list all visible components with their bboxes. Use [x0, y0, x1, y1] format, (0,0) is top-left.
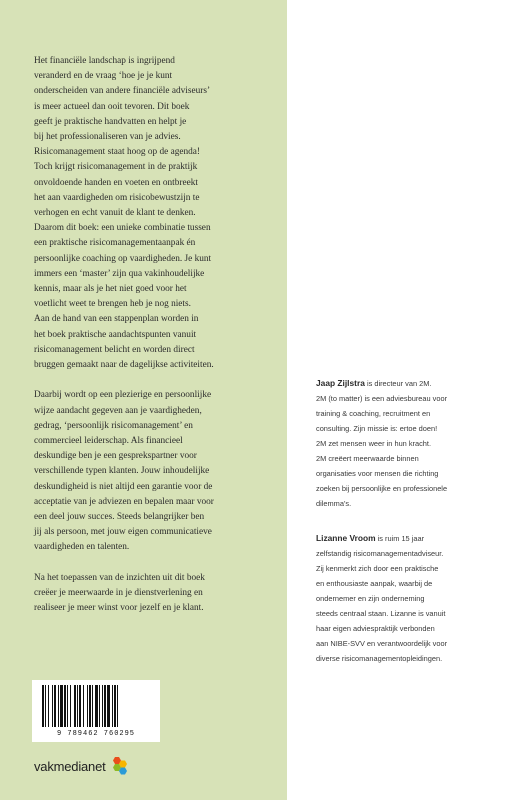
barcode-bar — [114, 685, 116, 727]
barcode-bar — [67, 685, 68, 727]
barcode-bar — [45, 685, 46, 727]
isbn-number: 9 789462 760295 — [56, 730, 135, 738]
barcode-bar — [112, 685, 113, 727]
blurb-paragraph-2: Risicomanagement staat hoog op de agenda! Toch krijgt risicomanagement in de praktijk onvoldoende handen en voeten en ontbreekt het aan vaardigheden om risicobewustzijn te verhogen en echt vanuit de klant te denken. — [34, 147, 201, 219]
author-name: Jaap Zijlstra — [316, 378, 365, 388]
blurb-paragraph-1: Het financiële landschap is ingrijpend veranderd en de vraag ‘hoe je je kunt onderscheiden van andere financiële adviseurs’ is meer actueel dan ooit tevoren. Dit boek geeft je praktische handvatten en helpt je bij het professionaliseren van je advies. — [34, 56, 211, 143]
barcode-bar — [60, 685, 63, 727]
barcode-bar — [102, 685, 103, 727]
barcode-bar — [64, 685, 66, 727]
barcode-bar — [89, 685, 91, 727]
blurb-paragraph-6: Na het toepassen van de inzichten uit dit boek creëer je meerwaarde in je dienstverlening en realiseer je meer winst voor jezelf en je klant. — [34, 572, 205, 614]
barcode-bar — [70, 685, 71, 727]
barcode-bar — [87, 685, 88, 727]
publisher-name: vakmedianet — [34, 758, 106, 774]
blurb-paragraph-3: Daarom dit boek: een unieke combinatie tussen een praktische risicomanagementaanpak én persoonlijke coaching op vaardigheden. Je kunt immers een ‘master’ zijn qua vakinhoudelijke kennis, maar als je het niet goed voor het voetlicht weet te brengen heb je nog niets. — [34, 223, 212, 310]
barcode-bar — [74, 685, 76, 727]
barcode-bar — [95, 685, 98, 727]
blurb-paragraph-5: Daarbij wordt op een plezierige en persoonlijke wijze aandacht gegeven aan je vaardigheden, gedrag, ‘persoonlijk risicomanagement’ en commercieel leiderschap. Als financieel deskundige ben je een gesprekspartner voor verschillende typen klanten. Jouw inhoudelijke deskundigheid is niet altijd een garantie voor de acceptatie van je adviezen en bepalen maar voor een deel jouw succes. Steeds belangrijker ben jij als persoon, met jouw eigen communicatieve vaardigheden en talenten. — [34, 390, 214, 553]
barcode-bar — [104, 685, 106, 727]
barcode-bar — [54, 685, 56, 727]
barcode-bar — [83, 685, 84, 727]
barcode-bar — [58, 685, 59, 727]
barcode-icon — [40, 685, 152, 729]
barcode-bar — [48, 685, 49, 727]
author-bio-jaap-zijlstra: Jaap Zijlstra is directeur van 2M. 2M (to matter) is een adviesbureau voor training & coaching, recruitment en consulting. Zijn missie is: ertoe doen! 2M zet mensen weer in hun kracht. 2M creëert meerwaarde binnen organisaties voor mensen die richting zoeken bij persoonlijke en professionele dilemma’s. — [316, 378, 448, 508]
barcode-bar — [52, 685, 53, 727]
blurb-paragraph-4: Aan de hand van een stappenplan worden in het boek praktische aandachtspunten vanuit risicomanagement belicht en worden direct bruggen gemaakt naar de dagelijkse activiteiten. — [34, 314, 214, 371]
barcode-bar — [79, 685, 81, 727]
isbn-barcode — [32, 680, 160, 742]
barcode-bar — [92, 685, 93, 727]
barcode-bar — [42, 685, 44, 727]
barcode-bar — [107, 685, 110, 727]
hexagon-cluster-icon — [109, 756, 129, 776]
author-name: Lizanne Vroom — [316, 533, 376, 543]
barcode-bar — [77, 685, 78, 727]
barcode-bar — [117, 685, 118, 727]
blurb-text — [34, 54, 270, 616]
publisher-logo — [34, 756, 129, 776]
barcode-bar — [99, 685, 100, 727]
author-bio-lizanne-vroom: Lizanne Vroom is ruim 15 jaar zelfstandig risicomanagementadviseur. Zij kenmerkt zich door een praktische en enthousiaste aanpak, waarbij de ondernemer en zijn onderneming steeds centraal staan. Lizanne is vanuit haar eigen adviespraktijk verbonden aan NIBE-SVV en verantwoordelijk voor diverse risicomanagementopleidingen. — [316, 533, 448, 663]
